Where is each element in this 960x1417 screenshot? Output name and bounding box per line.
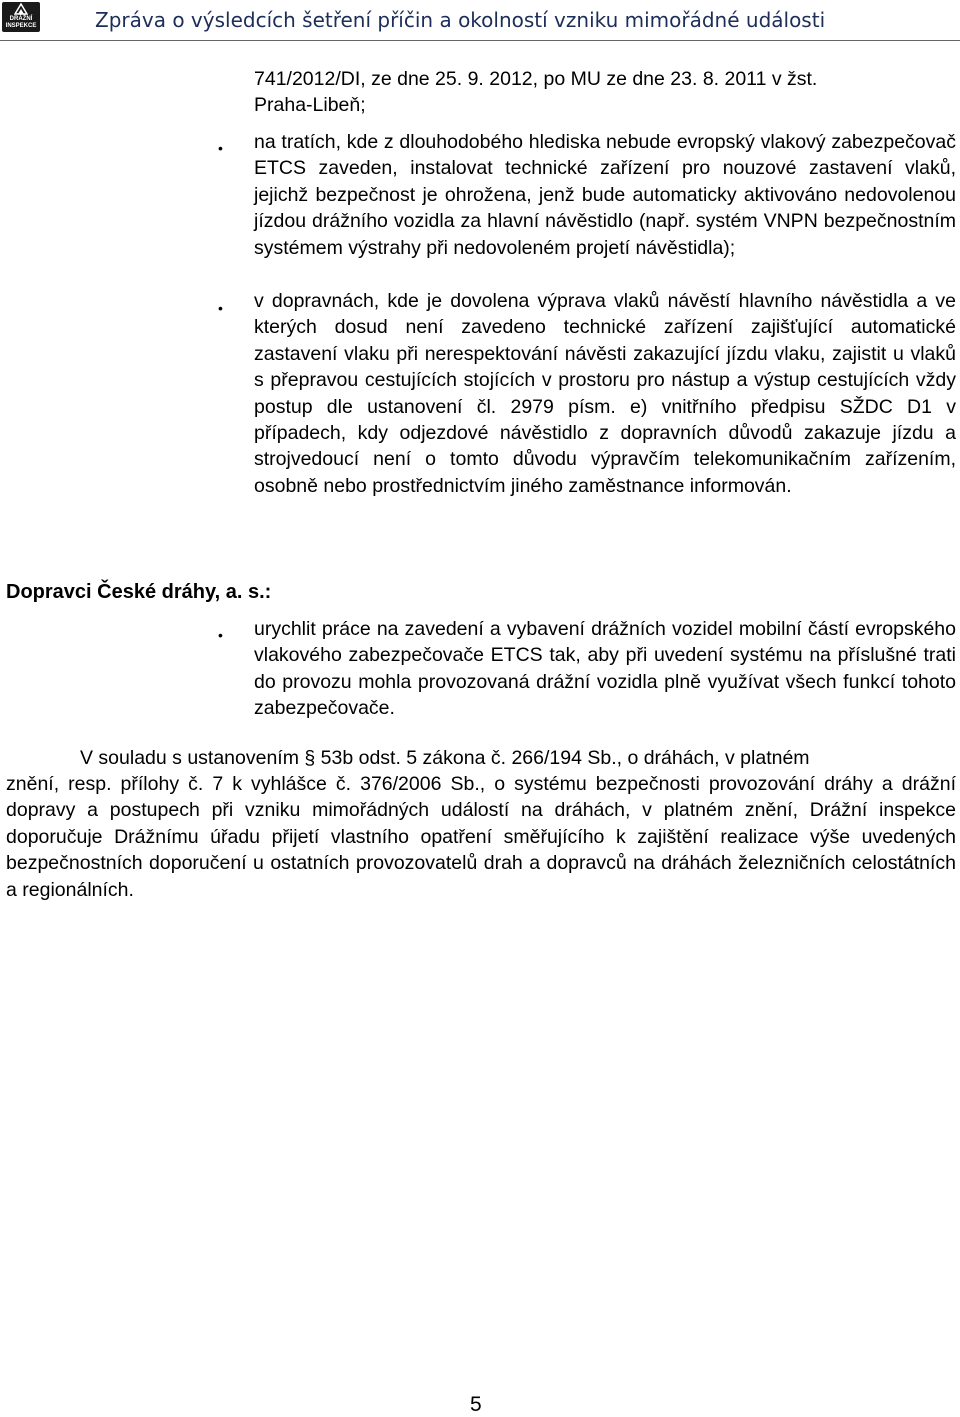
closing-paragraph: znění, resp. přílohy č. 7 k vyhlášce č. 376/2006 Sb., o systému bezpečnosti provozování dráhy a drážní dopravy a postupech při vzniku mimořádných událostí na dráhách, v platném znění, Drážní inspekce doporučuje Drážnímu úřadu přijetí vlastního opatření směřujícího k zajištění realizace výše uvedených bezpečnostních doporučení u ostatních provozovatelů drah a dopravců na dráhách železničních celostátních a regionálních.	[6, 773, 956, 901]
intro-line-2: Praha-Libeň;	[254, 94, 366, 116]
recommendation-bullet-2: v dopravnách, kde je dovolena výprava vlaků návěstí hlavního návěstidla a ve kterých dosud není zavedeno technické zařízení zajišťující automatické zastavení vlaku při nerespektování návěsti zakazující jízdu vlaku, zajistit u vlaků s přepravou cestujících stojících v prostoru pro nástup a výstup cestujících vždy postup dle ustanovení čl. 2979 písm. e) vnitřního předpisu SŽDC D1 v případech, kdy odjezdové návěstidlo z dopravních důvodů zakazuje jízdu a strojvedoucí není o tomto důvodu výpravčím telekomunikačním zařízením, osobně nebo prostřednictvím jiného zaměstnance informován.	[254, 290, 956, 497]
logo-text-top: DRÁŽNÍ	[9, 16, 33, 22]
page-number: 5	[470, 1393, 482, 1416]
section-label-carrier: Dopravci České dráhy, a. s.:	[6, 581, 272, 603]
header-divider	[0, 40, 960, 41]
closing-paragraph-first-line: V souladu s ustanovením § 53b odst. 5 zákona č. 266/194 Sb., o dráhách, v platném	[80, 747, 810, 769]
recommendation-bullet-1: na tratích, kde z dlouhodobého hlediska nebude evropský vlakový zabezpečovač ETCS zaveden, instalovat technické zařízení pro nouzové zastavení vlaků, jejichž bezpečnost je ohrožena, jenž bude automaticky aktivováno nedovolenou jízdou drážního vozidla za hlavní návěstidlo (např. systém VNPN bezpečnostním systémem výstrahy při nedovoleném projetí návěstidla);	[254, 131, 956, 259]
bullet-marker: •	[218, 300, 223, 316]
drazni-inspekce-logo	[2, 2, 40, 32]
document-header-title: Zpráva o výsledcích šetření příčin a okolností vzniku mimořádné události	[95, 8, 826, 32]
intro-line-1: 741/2012/DI, ze dne 25. 9. 2012, po MU ze dne 23. 8. 2011 v žst.	[254, 68, 818, 90]
logo-text-bottom: INSPEKCE	[5, 23, 37, 29]
logo-emblem-icon	[14, 3, 28, 15]
carrier-recommendation-bullet: urychlit práce na zavedení a vybavení drážních vozidel mobilní částí evropského vlakového zabezpečovače ETCS tak, aby při uvedení systému na příslušné trati do provozu mohla provozovaná drážní vozidla plně využívat všech funkcí tohoto zabezpečovače.	[254, 618, 956, 720]
bullet-marker: •	[218, 140, 223, 156]
bullet-marker: •	[218, 627, 223, 643]
